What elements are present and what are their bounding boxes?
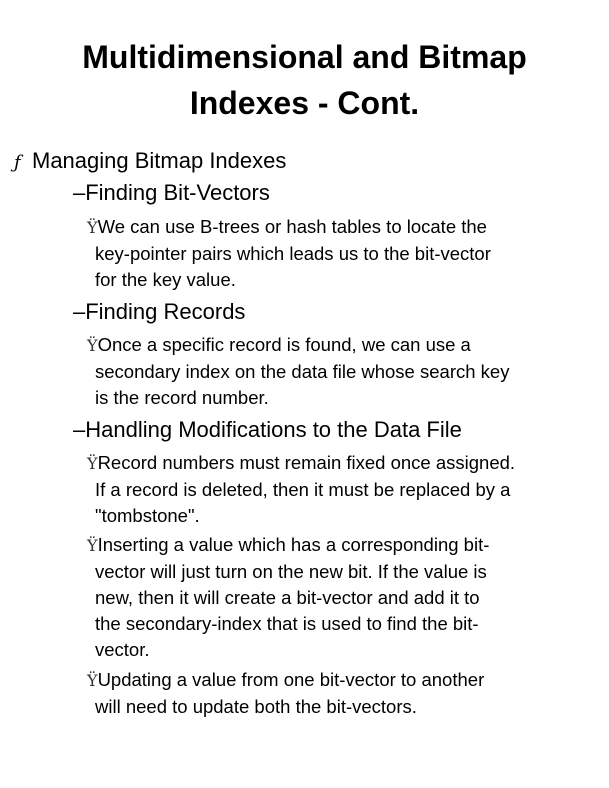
point-finding-records: [87, 332, 597, 411]
section-heading-finding-bit-vectors: –Finding Bit-Vectors: [73, 180, 270, 205]
point-line: [87, 214, 597, 241]
point-line: vector will just turn on the new bit. If the value is: [95, 561, 487, 582]
point-line: new, then it will create a bit-vector and add it to: [95, 587, 480, 608]
point-line: If a record is deleted, then it must be replaced by a: [95, 479, 511, 500]
point-line: secondary index on the data file whose search key: [95, 361, 510, 382]
title-line-2: Indexes - Cont.: [189, 85, 420, 121]
sub-bullet-icon: Ÿ: [87, 454, 98, 473]
point-record-numbers: [87, 450, 597, 529]
point-line: is the record number.: [95, 387, 269, 408]
point-line: vector.: [95, 639, 150, 660]
point-inserting-value: [87, 532, 597, 663]
point-updating-value: [87, 667, 597, 720]
point-finding-bit-vectors: [87, 214, 597, 293]
bullet-icon: ƒ: [14, 152, 21, 173]
point-text: Updating a value from one bit-vector to another: [97, 669, 485, 690]
sub-bullet-icon: Ÿ: [87, 671, 98, 690]
point-line: [87, 450, 597, 477]
sub-bullet-icon: Ÿ: [87, 336, 98, 355]
point-line: [87, 532, 597, 559]
point-text: Once a specific record is found, we can use a: [97, 334, 471, 355]
point-text: We can use B-trees or hash tables to locate the: [97, 216, 487, 237]
sub-bullet-icon: Ÿ: [87, 536, 98, 555]
topic-text: Managing Bitmap Indexes: [32, 148, 287, 173]
point-line: the secondary-index that is used to find the bit-: [95, 613, 479, 634]
point-line: for the key value.: [95, 269, 236, 290]
point-line: "tombstone".: [95, 505, 200, 526]
sub-bullet-icon: Ÿ: [87, 218, 98, 237]
topic-bullet: [14, 147, 286, 177]
point-text: Inserting a value which has a corresponding bit-: [97, 534, 490, 555]
section-heading-finding-records: –Finding Records: [73, 299, 246, 324]
title-line-1: Multidimensional and Bitmap: [82, 39, 527, 75]
point-line: [87, 332, 597, 359]
section-heading-handling-modifications: –Handling Modifications to the Data File: [73, 417, 462, 442]
point-line: key-pointer pairs which leads us to the bit-vector: [95, 243, 491, 264]
point-line: [87, 667, 597, 694]
point-text: Record numbers must remain fixed once assigned.: [97, 452, 516, 473]
point-line: will need to update both the bit-vectors.: [95, 696, 417, 717]
slide-title: [0, 34, 609, 126]
